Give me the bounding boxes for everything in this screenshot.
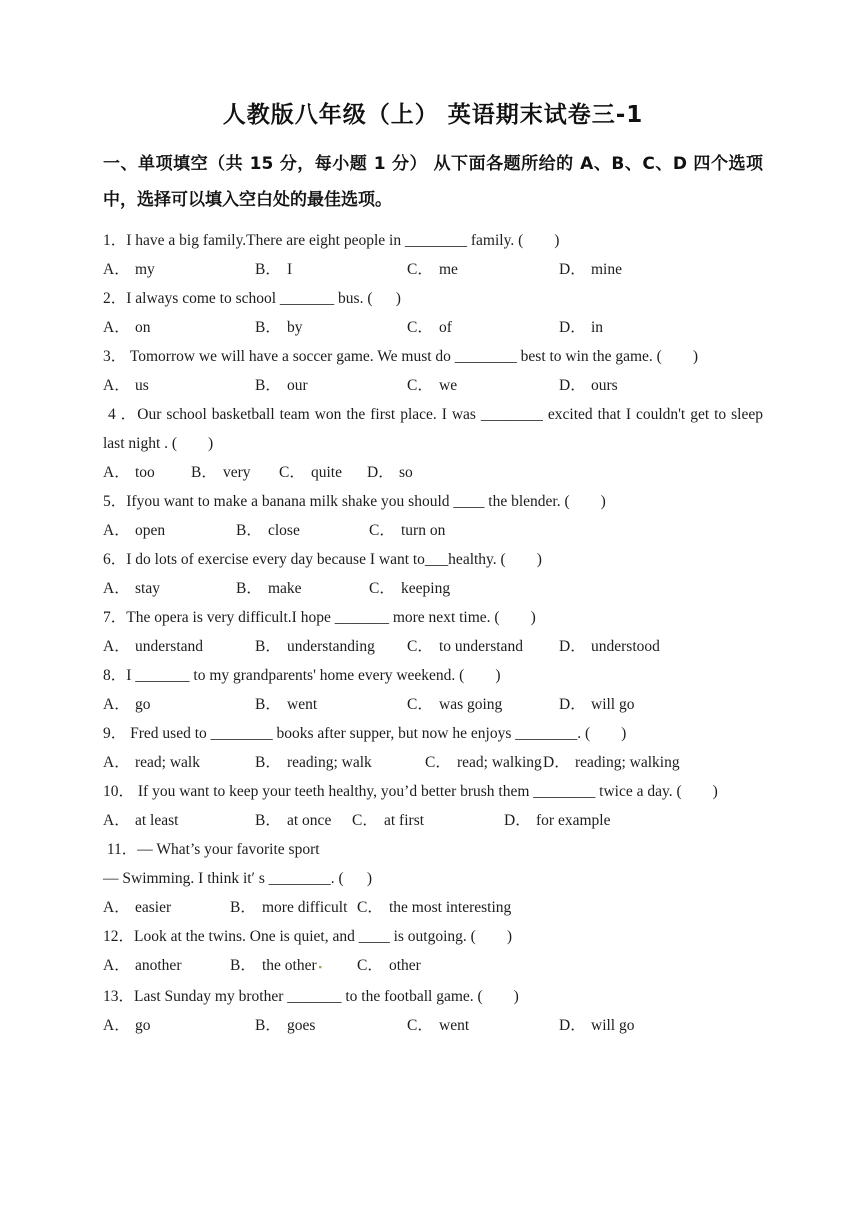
- option-text: our: [287, 377, 308, 394]
- option-text: my: [135, 261, 155, 278]
- option-label: D．: [559, 1017, 586, 1034]
- question-stem: 3． Tomorrow we will have a soccer game. We must do ________ best to win the game. ( ): [103, 348, 699, 365]
- option-row: [103, 574, 763, 603]
- option-a: [103, 458, 191, 487]
- question-stem: 9． Fred used to ________ books after supper, but now he enjoys ________. ( ): [103, 725, 627, 742]
- option-d: [559, 255, 622, 284]
- option-text: so: [399, 464, 413, 481]
- option-label: A．: [103, 957, 130, 974]
- option-label: D．: [559, 377, 586, 394]
- option-label: A．: [103, 319, 130, 336]
- option-text: read; walking: [457, 754, 542, 771]
- question-4: [103, 400, 767, 487]
- option-b: [255, 748, 425, 777]
- option-label: A．: [103, 899, 130, 916]
- option-d: [559, 632, 660, 661]
- option-text: ours: [591, 377, 618, 394]
- option-text: was going: [439, 696, 503, 713]
- option-label: B．: [230, 899, 256, 916]
- question-stem: 4 ．Our school basketball team won the first place. I was ________ excited that I couldn't get to sleep last night . ( ): [103, 406, 767, 452]
- option-b: [230, 893, 357, 922]
- option-label: B．: [255, 377, 281, 394]
- option-label: A．: [103, 377, 130, 394]
- question-7: [103, 603, 763, 661]
- option-label: D．: [543, 754, 570, 771]
- option-c: [369, 516, 502, 545]
- option-text: keeping: [401, 580, 451, 597]
- option-label: B．: [255, 1017, 281, 1034]
- option-a: [103, 893, 230, 922]
- option-text: me: [439, 261, 458, 278]
- option-text: mine: [591, 261, 622, 278]
- option-label: B．: [255, 812, 281, 829]
- option-b: [230, 951, 357, 982]
- option-text: by: [287, 319, 303, 336]
- option-label: B．: [236, 522, 262, 539]
- option-text: in: [591, 319, 604, 336]
- option-label: B．: [255, 261, 281, 278]
- question-11: [103, 835, 763, 922]
- option-c: [352, 806, 504, 835]
- option-d: [543, 748, 680, 777]
- option-label: C．: [407, 261, 433, 278]
- option-text: understand: [135, 638, 204, 655]
- question-list: [103, 226, 767, 1040]
- option-a: [103, 806, 255, 835]
- option-text: us: [135, 377, 149, 394]
- option-label: A．: [103, 1017, 130, 1034]
- option-b: [255, 255, 407, 284]
- option-label: B．: [255, 319, 281, 336]
- option-text: understanding: [287, 638, 375, 655]
- option-row: [103, 313, 763, 342]
- option-text: another: [135, 957, 182, 974]
- option-text: quite: [311, 464, 342, 481]
- option-text: stay: [135, 580, 160, 597]
- option-text: understood: [591, 638, 660, 655]
- option-label: D．: [367, 464, 394, 481]
- option-label: C．: [352, 812, 378, 829]
- option-c: [407, 1011, 559, 1040]
- option-row: [103, 748, 763, 777]
- option-c: [279, 458, 367, 487]
- option-b: [255, 690, 407, 719]
- option-label: C．: [369, 522, 395, 539]
- stray-mark: ▪: [318, 962, 322, 972]
- option-c: [369, 574, 502, 603]
- page-title: 人教版八年级（上） 英语期末试卷三-1: [222, 102, 644, 128]
- option-text: will go: [591, 696, 635, 713]
- question-10: [103, 777, 763, 835]
- section-heading: 一、单项填空（共 15 分，每小题 1 分） 从下面各题所给的 A、B、C、D 四个选项中，选择可以填入空白处的最佳选项。: [103, 154, 763, 210]
- option-text: make: [268, 580, 302, 597]
- option-a: [103, 748, 255, 777]
- option-b: [255, 632, 407, 661]
- question-stem: — Swimming. I think it′ s ________. ( ): [103, 870, 373, 887]
- question-12: [103, 922, 763, 982]
- question-stem: 10． If you want to keep your teeth healthy, you’d better brush them ________ twice a day. ( ): [103, 783, 718, 800]
- option-row: [103, 371, 763, 400]
- option-label: B．: [236, 580, 262, 597]
- option-text: to understand: [439, 638, 523, 655]
- question-1: [103, 226, 763, 284]
- option-text: other: [389, 957, 421, 974]
- question-stem: 1．I have a big family.There are eight people in ________ family. ( ): [103, 232, 560, 249]
- option-row: [103, 458, 763, 487]
- option-a: [103, 951, 230, 980]
- option-text: went: [287, 696, 318, 713]
- option-label: D．: [559, 261, 586, 278]
- option-text: reading; walk: [287, 754, 372, 771]
- question-stem: 13．Last Sunday my brother _______ to the football game. ( ): [103, 988, 519, 1005]
- option-b: [255, 1011, 407, 1040]
- option-label: A．: [103, 754, 130, 771]
- question-stem: 6．I do lots of exercise every day because I want to___healthy. ( ): [103, 551, 542, 568]
- option-text: the other: [262, 957, 317, 974]
- option-label: D．: [559, 696, 586, 713]
- option-text: go: [135, 1017, 151, 1034]
- option-label: C．: [279, 464, 305, 481]
- option-text: on: [135, 319, 151, 336]
- option-d: [559, 690, 635, 719]
- option-text: at least: [135, 812, 179, 829]
- option-label: B．: [191, 464, 217, 481]
- option-row: [103, 806, 763, 835]
- option-text: I: [287, 261, 293, 278]
- option-text: more difficult: [262, 899, 348, 916]
- option-row: [103, 893, 763, 922]
- option-label: C．: [369, 580, 395, 597]
- option-a: [103, 1011, 255, 1040]
- exam-page: [0, 96, 866, 1040]
- option-b: [255, 371, 407, 400]
- option-row: [103, 516, 763, 545]
- option-label: D．: [504, 812, 531, 829]
- question-stem: 5．Ifyou want to make a banana milk shake you should ____ the blender. ( ): [103, 493, 606, 510]
- option-label: C．: [425, 754, 451, 771]
- option-c: [357, 893, 511, 922]
- option-label: C．: [407, 638, 433, 655]
- option-text: go: [135, 696, 151, 713]
- option-text: too: [135, 464, 155, 481]
- option-d: [559, 313, 603, 342]
- option-label: B．: [230, 957, 256, 974]
- question-stem: 12．Look at the twins. One is quiet, and ____ is outgoing. ( ): [103, 928, 512, 945]
- option-label: A．: [103, 812, 130, 829]
- option-c: [407, 255, 559, 284]
- option-a: [103, 690, 255, 719]
- option-text: of: [439, 319, 452, 336]
- option-c: [357, 951, 484, 980]
- option-c: [407, 371, 559, 400]
- option-b: [255, 313, 407, 342]
- option-text: read; walk: [135, 754, 200, 771]
- option-d: [559, 371, 618, 400]
- option-text: easier: [135, 899, 172, 916]
- option-label: A．: [103, 522, 130, 539]
- option-a: [103, 313, 255, 342]
- question-stem: 11．— What’s your favorite sport: [103, 841, 320, 858]
- option-row: [103, 1011, 763, 1040]
- option-d: [367, 458, 455, 487]
- option-label: A．: [103, 261, 130, 278]
- option-a: [103, 574, 236, 603]
- option-a: [103, 516, 236, 545]
- question-3: [103, 342, 763, 400]
- option-label: D．: [559, 319, 586, 336]
- option-text: open: [135, 522, 166, 539]
- question-13: [103, 982, 763, 1040]
- option-a: [103, 255, 255, 284]
- option-label: C．: [407, 319, 433, 336]
- option-row: [103, 255, 763, 284]
- option-label: D．: [559, 638, 586, 655]
- option-label: A．: [103, 464, 130, 481]
- question-stem: 8．I _______ to my grandparents' home every weekend. ( ): [103, 667, 501, 684]
- question-stem: 7．The opera is very difficult.I hope _______ more next time. ( ): [103, 609, 536, 626]
- option-a: [103, 371, 255, 400]
- option-label: B．: [255, 696, 281, 713]
- option-b: [191, 458, 279, 487]
- option-text: will go: [591, 1017, 635, 1034]
- option-c: [407, 313, 559, 342]
- option-text: at once: [287, 812, 332, 829]
- option-text: reading; walking: [575, 754, 680, 771]
- option-text: turn on: [401, 522, 446, 539]
- option-text: very: [223, 464, 251, 481]
- question-9: [103, 719, 763, 777]
- option-text: the most interesting: [389, 899, 512, 916]
- question-2: [103, 284, 763, 342]
- option-label: A．: [103, 580, 130, 597]
- option-row: [103, 690, 763, 719]
- question-stem: 2．I always come to school _______ bus. ( ): [103, 290, 401, 307]
- option-text: we: [439, 377, 458, 394]
- option-c: [407, 632, 559, 661]
- option-label: A．: [103, 696, 130, 713]
- option-b: [236, 516, 369, 545]
- option-label: B．: [255, 754, 281, 771]
- option-label: C．: [357, 957, 383, 974]
- option-text: at first: [384, 812, 425, 829]
- option-row: [103, 951, 763, 982]
- option-label: C．: [357, 899, 383, 916]
- option-d: [504, 806, 610, 835]
- option-b: [236, 574, 369, 603]
- option-text: goes: [287, 1017, 316, 1034]
- option-text: close: [268, 522, 300, 539]
- option-text: for example: [536, 812, 611, 829]
- option-label: C．: [407, 696, 433, 713]
- option-c: [407, 690, 559, 719]
- question-8: [103, 661, 763, 719]
- option-b: [255, 806, 352, 835]
- option-row: [103, 632, 763, 661]
- option-text: went: [439, 1017, 470, 1034]
- option-a: [103, 632, 255, 661]
- question-5: [103, 487, 763, 545]
- option-label: B．: [255, 638, 281, 655]
- question-6: [103, 545, 763, 603]
- option-label: A．: [103, 638, 130, 655]
- option-label: C．: [407, 1017, 433, 1034]
- option-c: [425, 748, 543, 777]
- option-label: C．: [407, 377, 433, 394]
- option-d: [559, 1011, 635, 1040]
